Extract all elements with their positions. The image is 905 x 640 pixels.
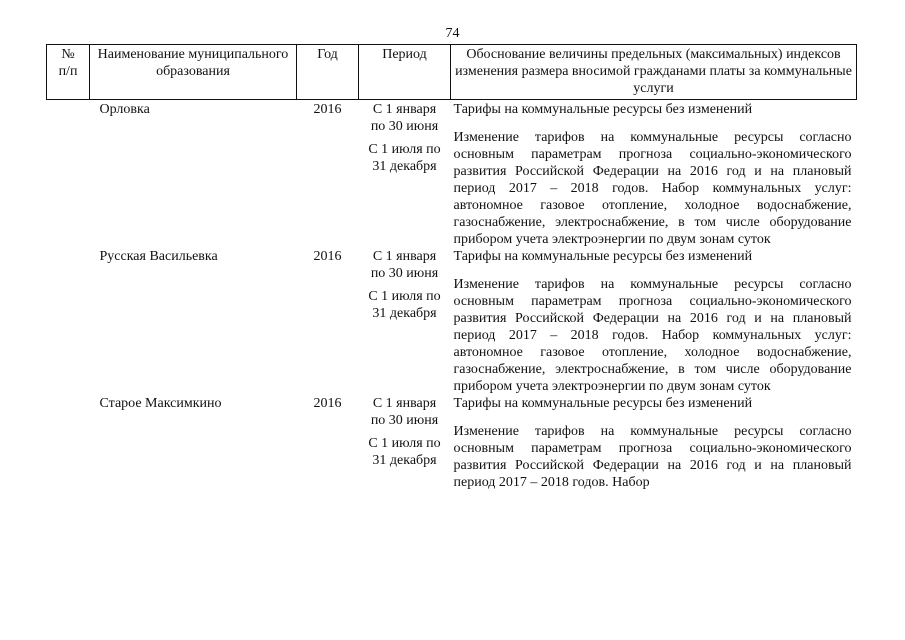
table-row [47,100,857,249]
period-1-start: С 1 января [372,396,437,411]
table-row [47,395,857,491]
cell-period [359,248,451,395]
period-2-start: С 1 июля по [368,142,441,157]
basis-second-half: Изменение тарифов на коммунальные ресурсы согласно основным параметрам прогноза социально-экономического развития Российской Федерации на 2016 год и на плановый период 2017 – 2018 годов. Набор [453,424,852,490]
period-2-start: С 1 июля по [368,289,441,304]
cell-municipality: Старое Максимкино [99,396,222,411]
period-1-start: С 1 января [372,249,437,264]
cell-num [47,395,90,491]
cell-municipality: Русская Васильевка [99,249,218,264]
header-basis: Обоснование величины предельных (максимальных) индексов изменения размера вносимой гражданами платы за коммунальные услуги [451,45,857,100]
period-2-end: 31 декабря [372,306,437,321]
basis-second-half: Изменение тарифов на коммунальные ресурсы согласно основным параметрам прогноза социально-экономического развития Российской Федерации на 2016 год и на плановый период 2017 – 2018 годов. Набор коммунальных услуг: автономное газовое отопление, холодное водоснабжение, газоснабжение, электроснабжение, в том числе оборудование прибором учета электроэнергии по двум зонам суток [453,130,852,247]
cell-period [359,395,451,491]
page-number: 74 [445,26,460,41]
header-num: № п/п [47,45,90,100]
table-header-row [47,45,857,100]
header-year: Год [297,45,359,100]
basis-first-half: Тарифы на коммунальные ресурсы без изменений [453,249,753,264]
cell-municipality: Орловка [99,102,150,117]
period-2-start: С 1 июля по [368,436,441,451]
period-1-end: по 30 июня [370,119,439,134]
basis-second-half: Изменение тарифов на коммунальные ресурсы согласно основным параметрам прогноза социально-экономического развития Российской Федерации на 2016 год и на плановый период 2017 – 2018 годов. Набор коммунальных услуг: автономное газовое отопление, холодное водоснабжение, газоснабжение, электроснабжение, в том числе оборудование прибором учета электроэнергии по двум зонам суток [453,277,852,394]
cell-period [359,100,451,249]
basis-first-half: Тарифы на коммунальные ресурсы без изменений [453,102,753,117]
cell-basis [451,395,857,491]
basis-first-half: Тарифы на коммунальные ресурсы без изменений [453,396,753,411]
period-2-end: 31 декабря [372,159,437,174]
period-1-end: по 30 июня [370,413,439,428]
header-period: Период [359,45,451,100]
cell-year: 2016 [313,396,342,411]
cell-num [47,100,90,249]
cell-year: 2016 [313,102,342,117]
period-2-end: 31 декабря [372,453,437,468]
cell-year: 2016 [313,249,342,264]
period-1-start: С 1 января [372,102,437,117]
cell-num [47,248,90,395]
cell-basis [451,248,857,395]
period-1-end: по 30 июня [370,266,439,281]
header-name: Наименование муниципального образования [90,45,297,100]
tariff-table [46,44,857,491]
cell-basis [451,100,857,249]
table-row [47,248,857,395]
